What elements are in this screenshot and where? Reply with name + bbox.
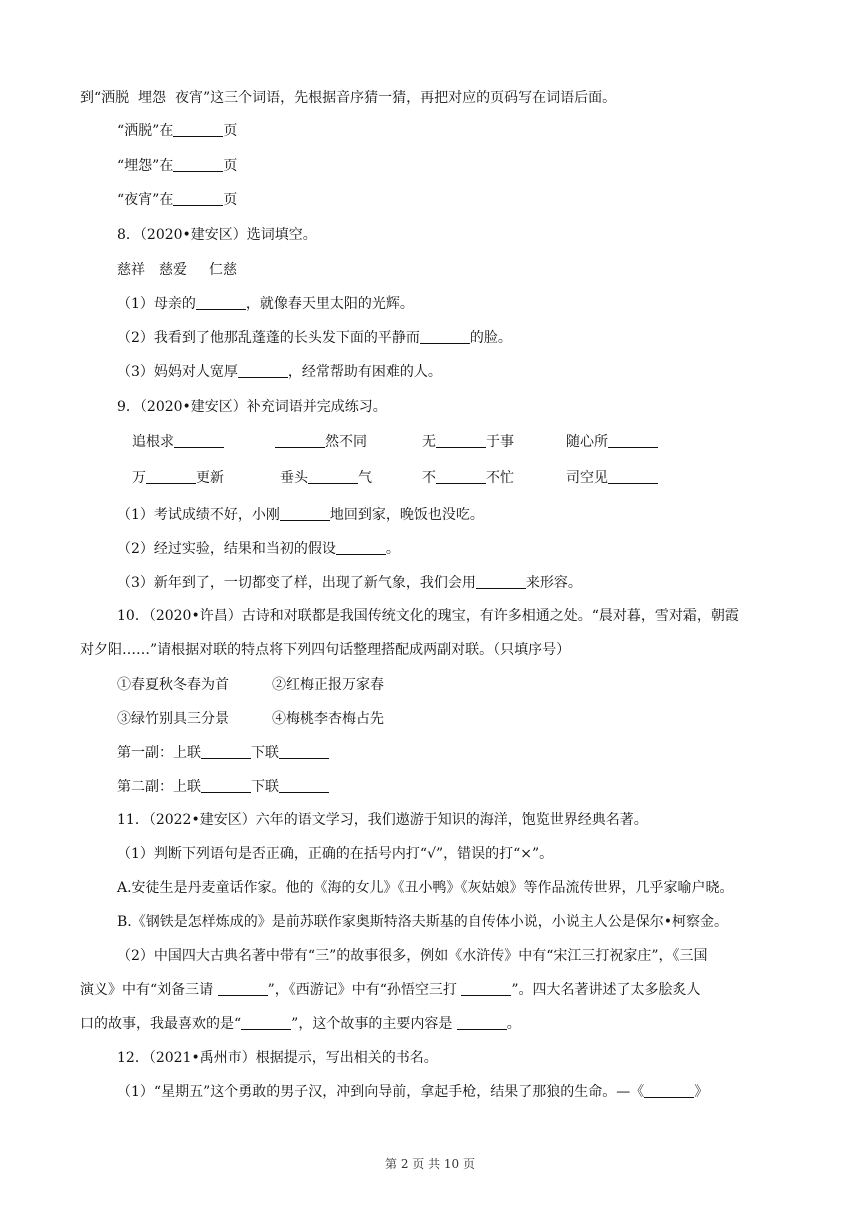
answer-blank[interactable] [336,540,386,555]
q7-item-3: “夜宵”在 页 [117,192,238,208]
page-number: 第 2 页 共 10 页 [385,1157,475,1171]
q8-title: 8．（2020•建安区）选词填空。 [117,227,317,243]
answer-blank[interactable] [476,574,526,589]
answer-blank[interactable] [173,157,223,172]
q10-pair-1: 第一副：上联 下联 [117,743,329,763]
answer-blank[interactable] [608,469,658,484]
answer-blank[interactable] [146,469,196,484]
answer-blank[interactable] [174,433,224,448]
q10-line-1: 10．（2020•许昌）古诗和对联都是我国传统文化的瑰宝，有许多相通之处。“晨对暮，雪对霜，朝霞 [117,608,739,624]
answer-blank[interactable] [201,778,251,793]
q8-item-3: （3）妈妈对人宽厚 ，经常帮助有困难的人。 [117,364,442,380]
answer-blank[interactable] [173,191,223,206]
q11-title: 11．（2022•建安区）六年的语文学习，我们遨游于知识的海洋，饱览世界经典名著。 [117,812,648,828]
q9-title: 9．（2020•建安区）补充词语并完成练习。 [117,399,387,415]
answer-blank[interactable] [436,469,486,484]
word: 慈爱 [159,262,187,278]
q11-statement-b: B.《钢铁是怎样炼成的》是前苏联作家奥斯特洛夫斯基的自传体小说，小说主人公是保尔•柯察金。 [117,914,728,930]
q10-option-1: ①春夏秋冬春为首 [117,677,229,693]
q10-line-2: 对夕阳……”请根据对联的特点将下列四句话整理搭配成两副对联。（只填序号） [80,642,571,658]
answer-blank[interactable] [196,295,246,310]
q11-sub-2-line-1: （2）中国四大古典名著中带有“三”的故事很多，例如《水浒传》中有“宋江三打祝家庄”，《三国 [117,948,708,964]
q9-idiom-8: 司空见 [566,468,658,488]
answer-blank[interactable] [461,981,511,996]
q11-sub-2-line-2: 演义》中有“刘备三请 ”，《西游记》中有“孙悟空三打 ”。四大名著讲述了太多脍炙人 [80,982,701,998]
q11-sub-1: （1）判断下列语句是否正确，正确的在括号内打“√”，错误的打“×”。 [117,846,554,862]
q9-idiom-3: 无 于事 [422,434,514,450]
word: 仁慈 [209,262,237,278]
q10-option-3: ③绿竹别具三分景 [117,711,229,727]
q7-intro: 到“洒脱 埋怨 夜宵”这三个词语，先根据音序猜一猜，再把对应的页码写在词语后面。 [80,90,617,106]
q9-item-3: （3）新年到了，一切都变了样，出现了新气象，我们会用 来形容。 [117,575,582,591]
q11-statement-a: A.安徒生是丹麦童话作家。他的《海的女儿》《丑小鸭》《灰姑娘》等作品流传世界，几乎家喻户晓。 [117,880,734,896]
q8-word-bank [117,260,237,280]
answer-blank[interactable] [279,778,329,793]
q11-sub-2-line-3: 口的故事，我最喜欢的是“ ”，这个故事的主要内容是 。 [80,1016,521,1032]
answer-blank[interactable] [218,981,268,996]
q9-idiom-1: 追根求 [132,432,224,452]
q9-idiom-5: 万 更新 [132,470,224,486]
answer-blank[interactable] [644,1083,694,1098]
answer-blank[interactable] [238,363,288,378]
q10-pair-2: 第二副：上联 下联 [117,777,329,797]
answer-blank[interactable] [608,433,658,448]
q8-item-1: （1）母亲的 ，就像春天里太阳的光辉。 [117,296,414,312]
answer-blank[interactable] [420,329,470,344]
q10-option-4: ④梅桃李杏梅占先 [272,711,384,727]
answer-blank[interactable] [308,469,358,484]
q10-option-2: ②红梅正报万家春 [272,677,384,693]
q9-idiom-4: 随心所 [566,432,658,452]
q12-sub-1: （1）“星期五”这个勇敢的男子汉，冲到向导前，拿起手枪，结果了那狼的生命。—《 》 [117,1084,709,1100]
q12-title: 12．（2021•禹州市）根据提示，写出相关的书名。 [117,1050,438,1066]
answer-blank[interactable] [436,433,486,448]
answer-blank[interactable] [280,506,330,521]
q8-item-2: （2）我看到了他那乱蓬蓬的长头发下面的平静而 的脸。 [117,330,512,346]
q7-item-1: “洒脱”在 页 [117,123,238,139]
q7-item-2: “埋怨”在 页 [117,158,238,174]
answer-blank[interactable] [201,744,251,759]
q9-idiom-7: 不 不忙 [422,470,514,486]
word: 慈祥 [117,262,145,278]
answer-blank[interactable] [241,1015,291,1030]
q9-idiom-2: 然不同 [275,432,367,452]
answer-blank[interactable] [279,744,329,759]
answer-blank[interactable] [173,122,223,137]
q9-item-1: （1）考试成绩不好，小刚 地回到家，晚饭也没吃。 [117,507,484,523]
q9-idiom-6: 垂头 气 [280,470,372,486]
answer-blank[interactable] [457,1015,507,1030]
answer-blank[interactable] [275,433,325,448]
q9-item-2: （2）经过实验，结果和当初的假设 。 [117,541,400,557]
